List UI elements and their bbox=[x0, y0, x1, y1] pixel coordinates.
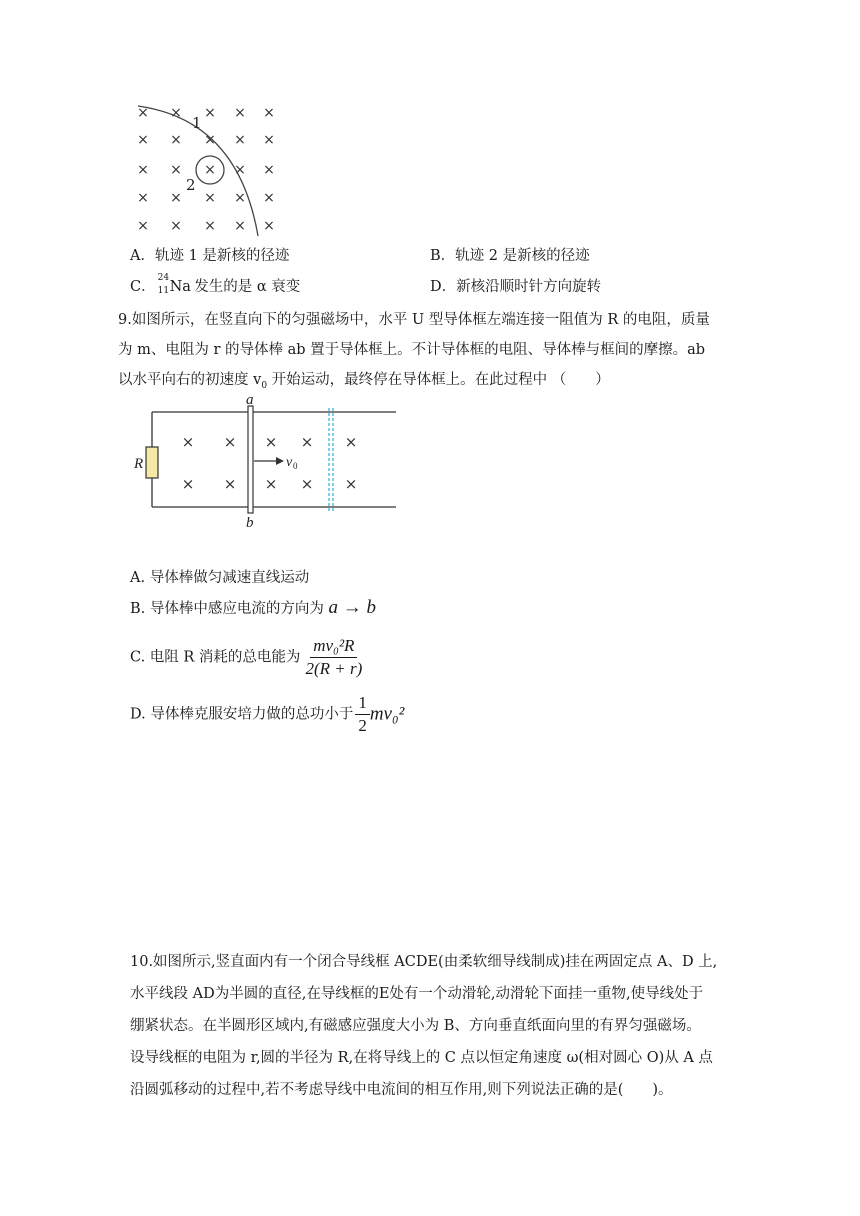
q9-stem-line-3b: 开始运动，最终停在导体框上。在此过程中 （ ） bbox=[267, 372, 610, 388]
resistor-label: R bbox=[134, 456, 144, 472]
field-cross: × bbox=[234, 105, 246, 121]
q9-option-b-math: a → b bbox=[328, 597, 376, 618]
field-cross: × bbox=[137, 218, 149, 234]
q9-option-d-tail: mv₀² bbox=[369, 703, 405, 725]
q9-option-c-text: C. 电阻 R 消耗的总电能为 bbox=[130, 649, 301, 666]
field-cross: × bbox=[204, 105, 216, 121]
nuclide-atomic-number: 11 bbox=[157, 286, 170, 296]
q9-option-c-fraction bbox=[302, 636, 365, 679]
rod-end-b-label: b bbox=[246, 515, 254, 531]
q9-stem-line-3a: 以水平向右的初速度 v bbox=[118, 372, 262, 388]
field-cross: × bbox=[181, 475, 195, 493]
u-frame-circuit-figure bbox=[128, 396, 404, 532]
q9-option-d bbox=[130, 693, 404, 736]
field-cross: × bbox=[204, 190, 216, 206]
field-cross: × bbox=[234, 132, 246, 148]
field-cross: × bbox=[264, 433, 278, 451]
q9-option-c-numerator: mv₀²R bbox=[310, 636, 357, 658]
q9-option-c bbox=[130, 636, 365, 679]
velocity-arrow-head bbox=[276, 457, 284, 465]
field-cross: × bbox=[204, 162, 216, 178]
q8-option-a: A．轨迹 1 是新核的径迹 bbox=[130, 248, 290, 264]
q9-option-b-text: B. 导体棒中感应电流的方向为 bbox=[130, 601, 324, 617]
q10-line-2: 水平线段 AD为半圆的直径,在导线框的E处有一个动滑轮,动滑轮下面挂一重物,使导线处于 bbox=[130, 986, 704, 1002]
q8-option-b: B．轨迹 2 是新核的径迹 bbox=[430, 248, 590, 264]
field-cross: × bbox=[344, 433, 358, 451]
q9-option-d-denominator: 2 bbox=[358, 716, 367, 735]
q9-stem-line-2: 为 m、电阻为 r 的导体棒 ab 置于导体框上。不计导体框的电阻、导体棒与框间的摩擦。ab bbox=[118, 342, 706, 358]
field-cross: × bbox=[234, 218, 246, 234]
q8-option-d: D．新核沿顺时针方向旋转 bbox=[430, 279, 602, 295]
q9-option-b bbox=[130, 598, 376, 619]
field-cross: × bbox=[181, 433, 195, 451]
field-cross: × bbox=[234, 162, 246, 178]
velocity-label: v bbox=[286, 455, 293, 470]
field-cross: × bbox=[170, 218, 182, 234]
field-cross: × bbox=[137, 132, 149, 148]
q8-option-c-rest: 发生的是 α 衰变 bbox=[189, 279, 301, 295]
field-cross: × bbox=[170, 105, 182, 121]
track-1-label: 1 bbox=[192, 114, 202, 132]
field-cross: × bbox=[137, 190, 149, 206]
field-cross: × bbox=[170, 190, 182, 206]
field-cross: × bbox=[204, 132, 216, 148]
resistor-r bbox=[146, 447, 158, 478]
q9-option-d-text: D. 导体棒克服安培力做的总功小于 bbox=[130, 706, 354, 723]
q9-option-d-numerator: 1 bbox=[355, 693, 370, 715]
field-cross: × bbox=[263, 132, 275, 148]
q9-option-c-denominator: 2(R + r) bbox=[305, 659, 363, 678]
conducting-rod-ab bbox=[248, 406, 253, 513]
q9-option-a: A. 导体棒做匀减速直线运动 bbox=[130, 570, 310, 586]
field-cross: × bbox=[170, 132, 182, 148]
q9-v0-subscript: 0 bbox=[261, 380, 268, 391]
nuclide-notation bbox=[156, 273, 191, 297]
field-cross: × bbox=[300, 433, 314, 451]
field-cross: × bbox=[264, 475, 278, 493]
rod-end-a-label: a bbox=[246, 396, 254, 408]
q9-option-d-fraction bbox=[355, 693, 370, 736]
field-cross: × bbox=[223, 433, 237, 451]
magnetic-field-track-figure bbox=[128, 100, 288, 240]
q10-line-5: 沿圆弧移动的过程中,若不考虑导线中电流间的相互作用,则下列说法正确的是( )。 bbox=[130, 1082, 673, 1098]
velocity-label-subscript: 0 bbox=[293, 461, 298, 471]
field-cross: × bbox=[263, 218, 275, 234]
track-2-label: 2 bbox=[186, 176, 196, 194]
nuclide-symbol: Na bbox=[169, 279, 191, 295]
q8-option-c bbox=[130, 273, 301, 297]
q10-line-3: 绷紧状态。在半圆形区域内,有磁感应强度大小为 B、方向垂直纸面向里的有界匀强磁场。 bbox=[130, 1018, 701, 1034]
nuclide-mass-number: 24 bbox=[157, 273, 170, 283]
q9-stem-line-3 bbox=[118, 370, 610, 396]
field-cross: × bbox=[263, 105, 275, 121]
field-cross: × bbox=[234, 190, 246, 206]
field-cross: × bbox=[137, 162, 149, 178]
field-cross: × bbox=[204, 218, 216, 234]
field-cross: × bbox=[263, 162, 275, 178]
field-cross: × bbox=[170, 162, 182, 178]
field-cross: × bbox=[137, 105, 149, 121]
q8-option-c-prefix: C． bbox=[130, 279, 156, 295]
field-cross: × bbox=[344, 475, 358, 493]
q10-line-4: 设导线框的电阻为 r,圆的半径为 R,在将导线上的 C 点以恒定角速度 ω(相对圆心 O)从 A 点 bbox=[130, 1050, 713, 1066]
q10-line-1: 10.如图所示,竖直面内有一个闭合导线框 ACDE(由柔软细导线制成)挂在两固定点 A、D 上, bbox=[130, 954, 718, 970]
field-cross: × bbox=[300, 475, 314, 493]
field-cross: × bbox=[223, 475, 237, 493]
field-cross: × bbox=[263, 190, 275, 206]
q9-stem-line-1: 9.如图所示，在竖直向下的匀强磁场中，水平 U 型导体框左端连接一阻值为 R 的电阻，质量 bbox=[118, 312, 710, 328]
